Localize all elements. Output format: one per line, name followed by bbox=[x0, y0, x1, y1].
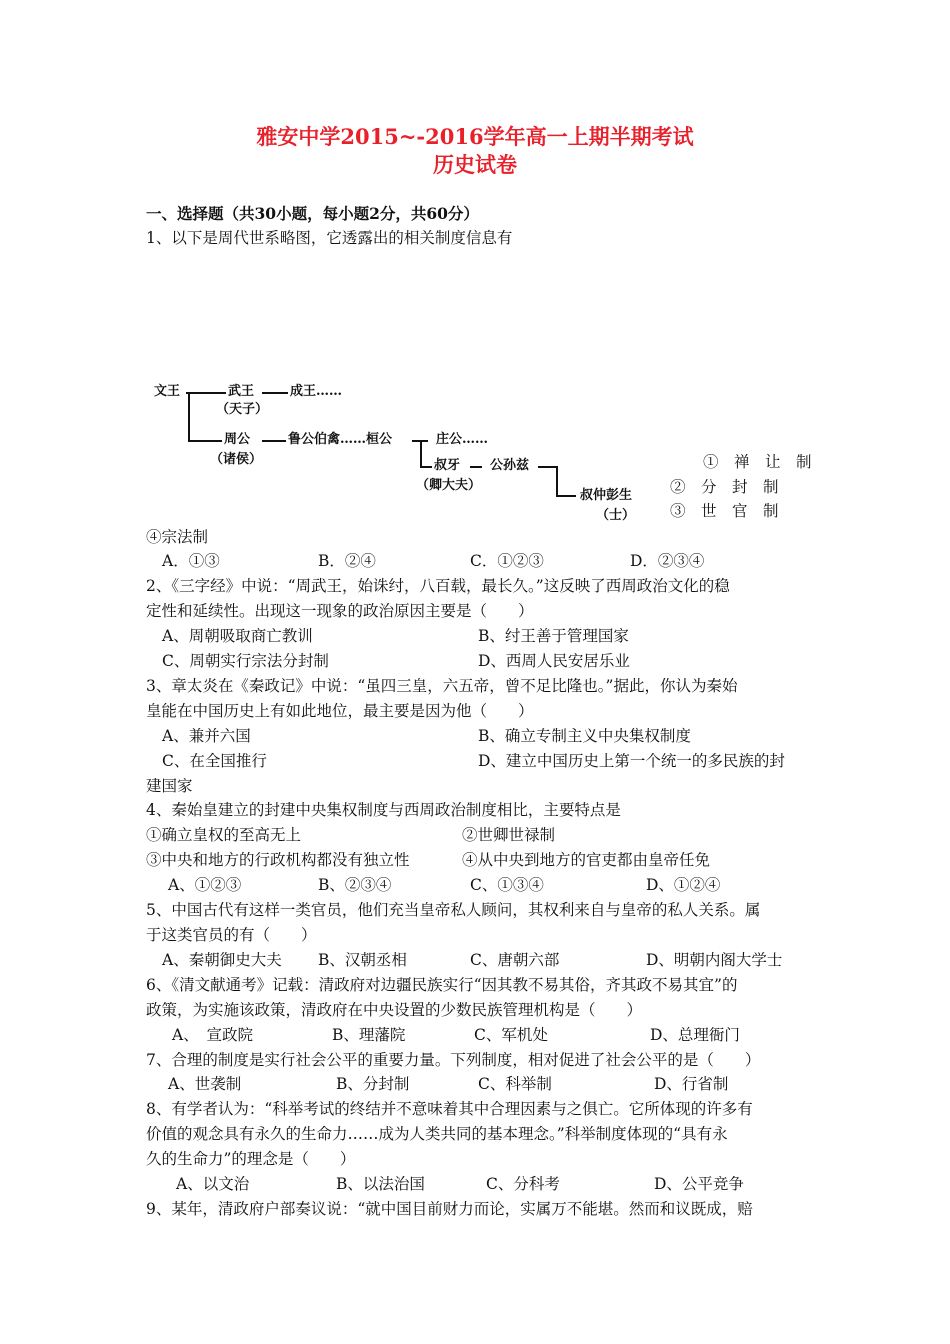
q6-line-1: 6、《清文献通考》记载：清政府对边疆民族实行“因其教不易其俗，齐其政不易其宜”的 bbox=[146, 976, 738, 994]
q1-answer-d: D．②③④ bbox=[630, 552, 705, 570]
node-gongsunzi: 公孙兹 bbox=[490, 458, 530, 473]
connector bbox=[420, 440, 422, 466]
q3-answer-c: C、在全国推行 bbox=[162, 752, 267, 770]
q2-answer-a: A、周朝吸取商亡教训 bbox=[162, 627, 313, 645]
node-wuwang: 武王 bbox=[228, 384, 255, 399]
q7-answer-d: D、行省制 bbox=[654, 1075, 729, 1093]
q7-answer-a: A、世袭制 bbox=[168, 1075, 242, 1093]
q3-answer-b: B、确立专制主义中央集权制度 bbox=[478, 727, 691, 745]
section-heading: 一、选择题（共30小题，每小题2分，共60分） bbox=[146, 204, 479, 223]
q1-stem: 1、以下是周代世系略图，它透露出的相关制度信息有 bbox=[146, 229, 513, 247]
node-lugong: 鲁公伯禽……桓公 bbox=[288, 432, 393, 447]
q8-line-2: 价值的观念具有永久的生命力……成为人类共同的基本理念。”科举制度体现的“具有永 bbox=[146, 1125, 728, 1143]
connector bbox=[188, 392, 190, 442]
connector bbox=[470, 466, 482, 468]
connector bbox=[188, 440, 222, 442]
q6-answer-c: C、军机处 bbox=[474, 1026, 548, 1044]
node-shuya: 叔牙 bbox=[434, 458, 461, 473]
q5-line-2: 于这类官员的有（ ） bbox=[146, 926, 317, 944]
q4-statement-3: ③中央和地方的行政机构都没有独立性 bbox=[146, 851, 410, 869]
q1-answer-b: B．②④ bbox=[318, 552, 376, 570]
node-wenwang: 文王 bbox=[154, 384, 181, 399]
q9-line-1: 9、某年，清政府户部奏议说：“就中国目前财力而论，实属万不能堪。然而和议既成，赔 bbox=[146, 1200, 753, 1218]
q2-line-1: 2、《三字经》中说：“周武王，始诛纣，八百载，最长久。”这反映了西周政治文化的稳 bbox=[146, 577, 730, 595]
q3-line-2: 皇能在中国历史上有如此地位，最主要是因为他（ ） bbox=[146, 702, 534, 720]
q1-answer-a: A．①③ bbox=[162, 552, 220, 570]
q6-answer-a: A、 宣政院 bbox=[172, 1026, 253, 1044]
q5-answer-b: B、汉朝丞相 bbox=[318, 951, 407, 969]
q4-answer-a: A、①②③ bbox=[168, 876, 242, 894]
q6-line-2: 政策，为实施该政策，清政府在中央设置的少数民族管理机构是（ ） bbox=[146, 1001, 643, 1019]
connector bbox=[262, 392, 288, 394]
node-shuzhong: 叔仲彭生 bbox=[580, 488, 633, 503]
q5-line-1: 5、中国古代有这样一类官员，他们充当皇帝私人顾问，其权利来自与皇帝的私人关系。属 bbox=[146, 901, 761, 919]
q6-answer-b: B、理藩院 bbox=[332, 1026, 406, 1044]
q7-answer-c: C、科举制 bbox=[478, 1075, 552, 1093]
q1-option-1: ① 禅 让 制 bbox=[703, 453, 812, 471]
label-zhuhou: （诸侯） bbox=[210, 452, 263, 467]
q4-answer-c: C、①③④ bbox=[470, 876, 544, 894]
q8-answer-d: D、公平竞争 bbox=[654, 1175, 744, 1193]
q7-stem: 7、合理的制度是实行社会公平的重要力量。下列制度，相对促进了社会公平的是（ ） bbox=[146, 1051, 761, 1069]
q2-answer-c: C、周朝实行宗法分封制 bbox=[162, 652, 329, 670]
q4-stem: 4、秦始皇建立的封建中央集权制度与西周政治制度相比，主要特点是 bbox=[146, 801, 621, 819]
q8-answer-b: B、以法治国 bbox=[336, 1175, 425, 1193]
genealogy-diagram bbox=[150, 378, 670, 528]
q3-answer-a: A、兼并六国 bbox=[162, 727, 251, 745]
q1-option-2: ② 分 封 制 bbox=[670, 478, 779, 496]
connector bbox=[262, 440, 286, 442]
q3-answer-d: D、建立中国历史上第一个统一的多民族的封 bbox=[478, 752, 785, 770]
q4-answer-d: D、①②④ bbox=[646, 876, 721, 894]
q2-answer-d: D、西周人民安居乐业 bbox=[478, 652, 630, 670]
q1-option-3: ③ 世 官 制 bbox=[670, 502, 779, 520]
title-line-2: 历史试卷 bbox=[433, 152, 517, 177]
node-chengwang: 成王…… bbox=[290, 384, 343, 399]
q5-answer-d: D、明朝内阁大学士 bbox=[646, 951, 783, 969]
node-zhuanggong: 庄公…… bbox=[436, 432, 489, 447]
q4-answer-b: B、②③④ bbox=[318, 876, 392, 894]
q8-line-3: 久的生命力”的理念是（ ） bbox=[146, 1150, 356, 1168]
label-tianzi: （天子） bbox=[216, 402, 269, 417]
connector bbox=[556, 495, 576, 497]
q7-answer-b: B、分封制 bbox=[336, 1075, 410, 1093]
q1-option-4: ④宗法制 bbox=[146, 528, 209, 546]
q5-answer-a: A、秦朝御史大夫 bbox=[162, 951, 282, 969]
q8-answer-c: C、分科考 bbox=[486, 1175, 560, 1193]
q3-answer-d-cont: 建国家 bbox=[146, 777, 193, 795]
q3-line-1: 3、章太炎在《秦政记》中说：“虽四三皇，六五帝，曾不足比隆也。”据此，你认为秦始 bbox=[146, 677, 738, 695]
q2-line-2: 定性和延续性。出现这一现象的政治原因主要是（ ） bbox=[146, 602, 534, 620]
q2-answer-b: B、纣王善于管理国家 bbox=[478, 627, 629, 645]
q4-statement-2: ②世卿世禄制 bbox=[462, 826, 556, 844]
node-zhougong: 周公 bbox=[224, 432, 251, 447]
q4-statement-1: ①确立皇权的至高无上 bbox=[146, 826, 302, 844]
q5-answer-c: C、唐朝六部 bbox=[470, 951, 560, 969]
connector bbox=[186, 392, 226, 394]
connector bbox=[538, 466, 556, 468]
q6-answer-d: D、总理衙门 bbox=[650, 1026, 740, 1044]
q8-line-1: 8、有学者认为：“科举考试的终结并不意味着其中合理因素与之俱亡。它所体现的许多有 bbox=[146, 1100, 753, 1118]
connector bbox=[420, 466, 432, 468]
q4-statement-4: ④从中央到地方的官吏都由皇帝任免 bbox=[462, 851, 711, 869]
q8-answer-a: A、以文治 bbox=[176, 1175, 250, 1193]
title-line-1: 雅安中学2015~-2016学年高一上期半期考试 bbox=[256, 124, 694, 149]
q1-answer-c: C．①②③ bbox=[470, 552, 544, 570]
label-shi: （士） bbox=[596, 508, 636, 523]
connector bbox=[556, 466, 558, 496]
label-qingdafu: （卿大夫） bbox=[416, 478, 482, 493]
